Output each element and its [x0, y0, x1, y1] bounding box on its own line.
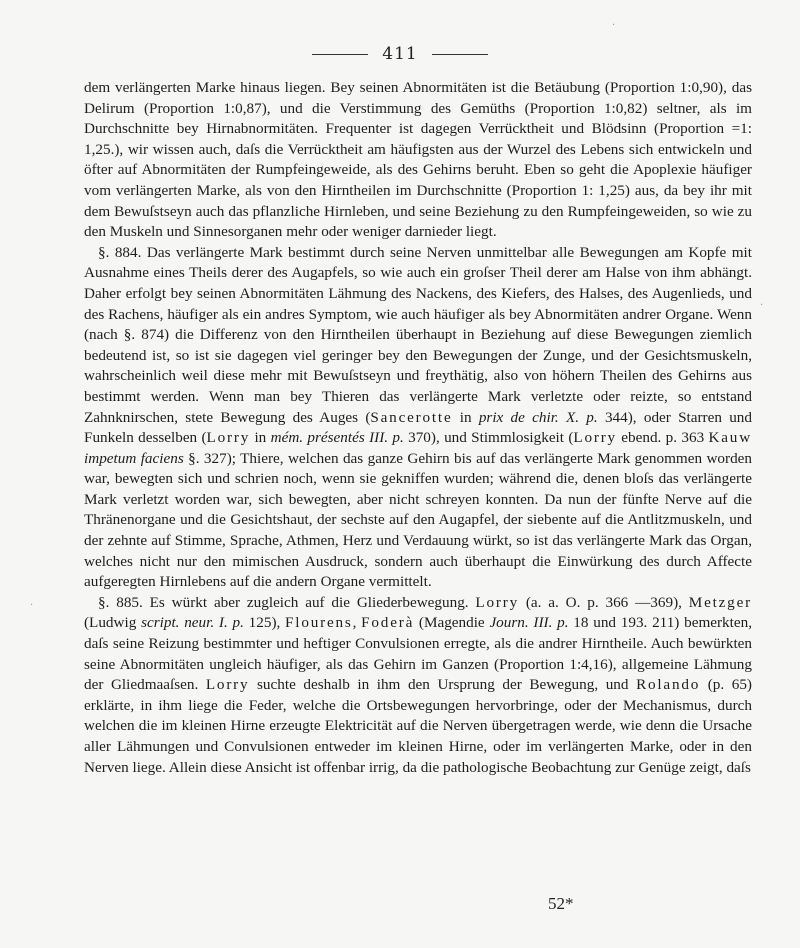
italic-citation: impetum faciens [84, 449, 184, 467]
text-run: (Ludwig [84, 614, 142, 632]
text-run: (p. 65) erklärte, in ihm liege die Feder, welche die Ortsbewegungen hervorbringe, oder der Mechanismus, durch welchen die im kleinen Hirne erzeugte Elektricität auf die Nerven übergetragen werde, wie denn die Ursache aller Lähmungen und Convulsionen entweder im kleinen Hirne, oder im verlängerten Marke, oder in den Nerven liege. Allein diese Ansicht ist offenbar irrig, da die pathologische Beobachtung zur Genüge zeigt, daſs [84, 676, 752, 776]
text-run: 370), und Stimmlosigkeit ( [403, 429, 574, 447]
author-name: Sancerotte [370, 408, 453, 426]
text-run: (Magendie [414, 614, 490, 632]
author-name: Lorry [475, 593, 520, 611]
text-run: §. 327); Thiere, welchen das ganze Gehirn bis auf das verlängerte Mark genommen worden war, bewegten sich und schrien noch, wenn sie gekniffen wurden; während die, denen bloſs das verlängerte Mark verletzt worden war, sich bewegten, aber nicht schreyen konnten. Da nun der fünfte Nerve auf die Thränenorgane und die Gesichtshaut, der sechste auf den Augapfel, der siebente auf die Antlitzmuskeln, und der zehnte auf Stimme, Sprache, Athmen, Herz und Verdauung würkt, so ist das verlängerte Mark das Organ, welches nicht nur den mimischen Ausdruck, sondern auch überhaupt die Einwürkung des durch Affecte aufgeregten Hirnlebens auf die andern Organe vermittelt. [84, 449, 752, 591]
italic-citation: script. neur. I. p. [141, 614, 244, 632]
text-run: §. 884. Das verlängerte Mark bestimmt durch seine Nerven unmittelbar alle Bewegungen am Kopfe mit Ausnahme eines Theils derer des Augapfels, so wie auch ein groſser Theil derer am Halse von ihm abhängt. Daher erfolgt bey seinen Abnormitäten Lähmung des Nackens, des Kiefers, des Halses, des Augenlieds, und des Rachens, häufiger als ein andres Symptom, wie auch häufiger als bey Abnormitäten andrer Organe. Wenn (nach §. 874) die Differenz von den Hirntheilen überhaupt in Beziehung auf diese Bewegungen ziemlich bedeutend ist, so ist sie dagegen viel geringer bey den Bewegungen der Zunge, und der Gesichtsmuskeln, wahrscheinlich weil diese mehr mit Bewuſstseyn und freythätig, also von höhern Theilen des Gehirns aus bestimmt werden. Wenn man bey Thieren das verlängerte Mark verletzte oder reizte, so entstand Zahnknirschen, stete Bewegung des Auges ( [84, 243, 752, 426]
text-run: ebend. p. 363 [616, 429, 709, 447]
page-header [0, 44, 800, 64]
paper-speck: · [612, 20, 616, 31]
paper-speck: · [760, 300, 764, 311]
author-name: Lorry [206, 429, 251, 447]
italic-citation: Journ. III. p. [489, 614, 569, 632]
author-name: Metzger [688, 593, 752, 611]
text-run: 344), oder Starren und Funkeln desselben ( [84, 408, 752, 447]
text-run: §. 885. Es würkt aber zugleich auf die Gliederbewegung. [98, 593, 476, 611]
text-run: in [250, 429, 271, 447]
text-run: in [452, 408, 479, 426]
paragraph-section-884 [84, 243, 752, 593]
text-run: (a. a. O. p. 366 —369), [519, 593, 689, 611]
author-name: Lorry [573, 429, 617, 447]
author-name: Rolando [636, 676, 701, 694]
author-name: Flourens [285, 614, 353, 632]
author-name: Kauw [708, 429, 752, 447]
author-name: Foderà [361, 614, 415, 632]
signature-mark: 52* [548, 894, 574, 913]
text-run: 18 und 193. 211) bemerkten, daſs seine Reizung bestimmter und heftiger Convulsionen erregte, als die andrer Hirntheile. Auch bewürkten seine Abnormitäten ungleich häufiger, als das Gehirn im Ganzen (Proportion 1:4,16), allgemeine Lähmung der Gliedmaaſsen. [84, 614, 752, 694]
text-run: suchte deshalb in ihm den Ursprung der Bewegung, und [249, 676, 637, 694]
body-text [84, 78, 752, 778]
text-run: 125), [243, 614, 286, 632]
header-rule-right [432, 54, 488, 55]
text-run: , [352, 614, 362, 632]
paper-speck: · [30, 600, 34, 611]
page-number: 411 [382, 44, 418, 64]
author-name: Lorry [205, 676, 250, 694]
header-rule-left [312, 54, 368, 55]
paragraph-section-885 [84, 593, 752, 778]
italic-citation: prix de chir. X. p. [478, 408, 598, 426]
paragraph-continuation [84, 78, 752, 243]
italic-citation: mém. présentés III. p. [270, 429, 404, 447]
text-run: dem verlängerten Marke hinaus liegen. Bey seinen Abnormitäten ist die Betäubung (Proportion 1:0,90), das Delirum (Proportion 1:0,87), und die Verstimmung des Gemüths (Proportion 1:0,82) seltner, als im Durchschnitte bey Hirnabnormitäten. Frequenter ist dagegen Verrücktheit und Blödsinn (Proportion =1: 1,25.), wir wissen auch, daſs die Verrücktheit am häufigsten aus der Wurzel des Lebens sich entwickeln und öfter auf Abnormitäten der Rumpfeingeweide, als des Gehirns beruht. Eben so geht die Apoplexie häufiger vom verlängerten Marke, als von den Hirntheilen im Durchschnitte (Proportion 1: 1,25) aus, da bey ihr mit dem Bewuſstseyn auch das pflanzliche Hirnleben, und seine Beziehung zu den Rumpfeingeweiden, so wie zu den Muskeln und Sinnesorganen mehr oder weniger darnieder liegt. [84, 79, 752, 241]
